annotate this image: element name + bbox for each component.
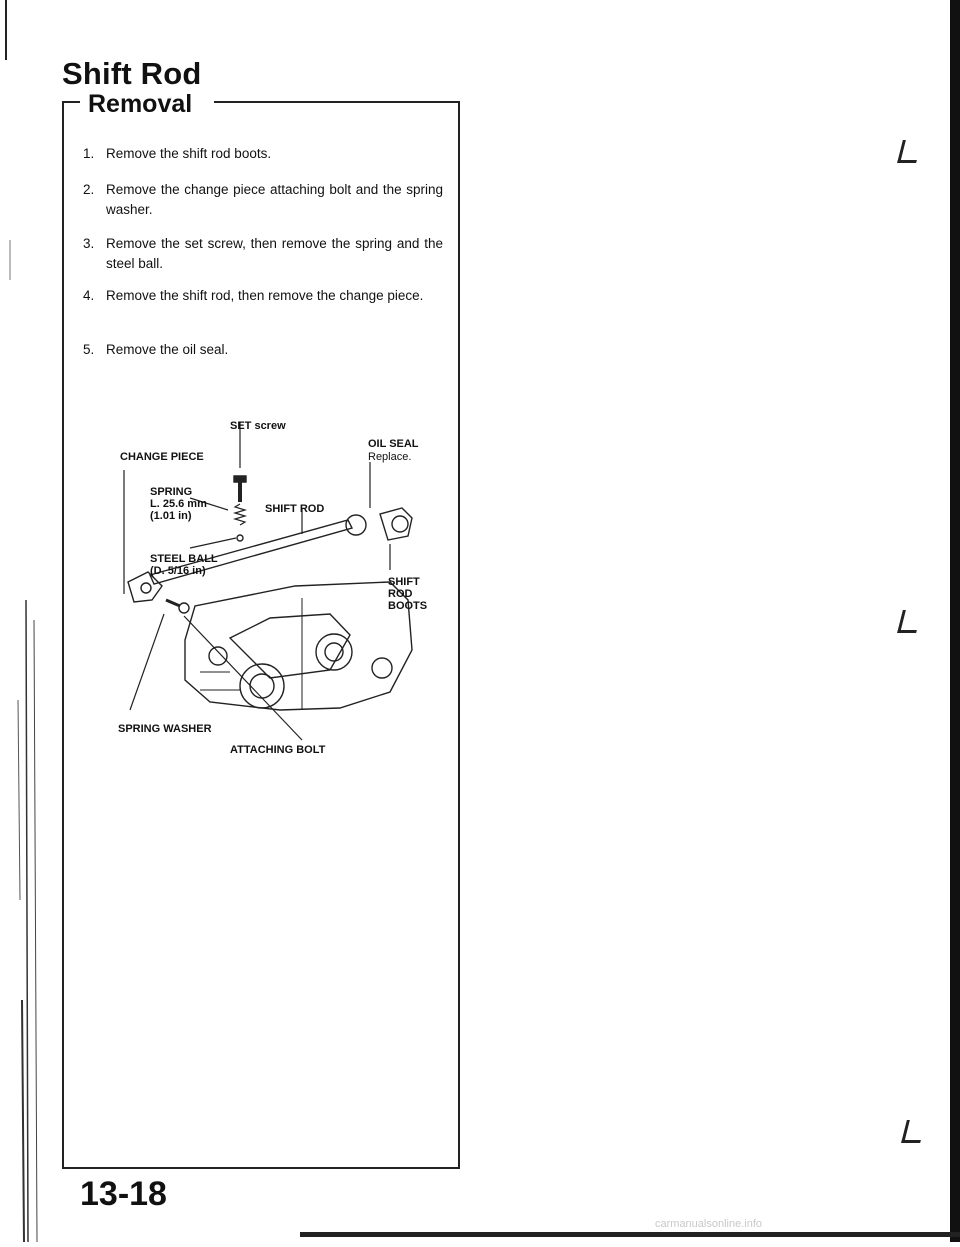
attaching-bolt [166, 600, 180, 606]
scan-right-edge [950, 0, 960, 1242]
oil-seal-note: Replace. [368, 451, 412, 463]
oil-seal [346, 515, 366, 535]
step-number: 2. [83, 182, 95, 197]
spring-label: SPRING [150, 486, 193, 498]
boots-label-line2: ROD [388, 588, 413, 600]
watermark: carmanualsonline.info [655, 1218, 763, 1230]
page-corner-mark [897, 140, 922, 163]
shift-rod-label: SHIFT ROD [265, 503, 325, 515]
case-bearing [316, 634, 352, 670]
page-number: 13-18 [80, 1175, 167, 1213]
page-corner-mark [897, 610, 922, 633]
section-heading: Removal [88, 90, 193, 118]
spring-washer-label: SPRING WASHER [118, 723, 212, 735]
step-text: Remove the shift rod boots. [106, 146, 272, 161]
attaching-bolt-label: ATTACHING BOLT [230, 744, 326, 756]
scan-left-edge [0, 0, 40, 1242]
page-title: Shift Rod [62, 56, 202, 91]
step-number: 5. [83, 342, 95, 357]
step-text: Remove the change piece attaching bolt and the spring washer. [106, 182, 443, 217]
step-text: Remove the oil seal. [106, 342, 229, 357]
step-number: 4. [83, 288, 95, 303]
boots-label-line1: SHIFT [388, 576, 420, 588]
step-text: Remove the shift rod, then remove the change piece. [106, 288, 424, 303]
step-number: 1. [83, 146, 95, 161]
boots-label-line3: BOOTS [388, 600, 428, 612]
spring-length-label: L. 25.6 mm [150, 498, 207, 510]
scan-edge-marks [0, 0, 40, 1242]
scan-bottom-edge [300, 1232, 960, 1237]
shift-rod-boots [380, 508, 412, 540]
spring-length-inch-label: (1.01 in) [150, 510, 192, 522]
page-corner-mark [901, 1120, 926, 1143]
spring [235, 504, 245, 525]
steel-ball [237, 535, 243, 541]
step-number: 3. [83, 236, 95, 251]
oil-seal-label: OIL SEAL [368, 438, 419, 450]
set-screw-label: SET screw [230, 420, 286, 432]
transmission-case [185, 582, 412, 710]
step-text: Remove the set screw, then remove the spring and the steel ball. [106, 236, 443, 271]
change-piece-label: CHANGE PIECE [120, 451, 204, 463]
steel-ball-size-label: (D. 5/16 in) [150, 565, 206, 577]
steel-ball-label: STEEL BALL [150, 553, 218, 565]
